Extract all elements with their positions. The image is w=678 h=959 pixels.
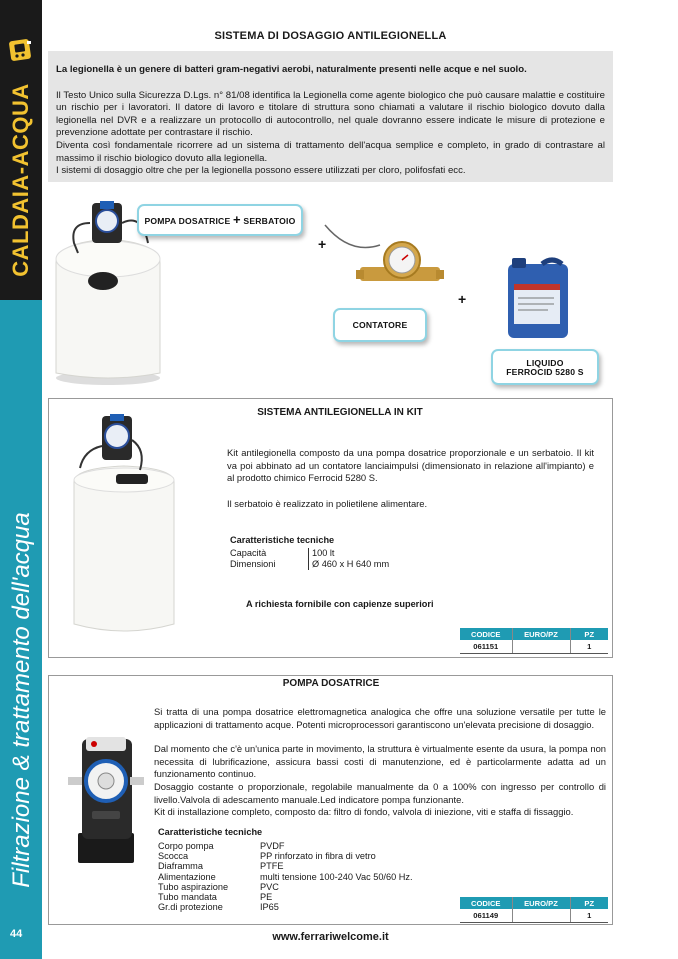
pump-price	[512, 909, 570, 922]
pump-desc-3: Dosaggio costante o proporzionale, regolabile manualmente da 0 a 100% con ingresso per controllo di livello.Valvola di adescamento manuale.Led indicatore pompa funzionante.	[154, 781, 606, 805]
pump-spec-value: PVC	[260, 881, 279, 892]
kit-spec-value: 100 lt	[308, 548, 334, 559]
kit-description: Kit antilegionella composto da una pompa dosatrice proporzionale e un serbatoio. Il kit va poi abbinato ad un contatore lanciaimpulsi (dimensionato in relazione all'impianto) e al prodotto chimico Ferrocid 5280 S.	[227, 447, 594, 483]
sidebar-section-label: Filtrazione & trattamento dell'acqua	[8, 512, 35, 888]
pump-spec-key: Tubo aspirazione	[158, 881, 229, 892]
kit-price	[512, 640, 570, 653]
pump-code: 061149	[460, 909, 512, 922]
intro-lead: La legionella è un genere di batteri gram-negativi aerobi, naturalmente presenti nelle acque e nel suolo.	[56, 64, 527, 75]
pump-spec-value: PVDF	[260, 841, 285, 851]
pump-spec-key: Scocca	[158, 851, 189, 862]
tag-meter	[333, 308, 427, 342]
pump-specs	[158, 841, 413, 912]
kit-spec-key: Dimensioni	[230, 559, 276, 569]
chemical-canister-image	[502, 254, 574, 340]
tag-liquid-line1: LIQUIDO	[526, 358, 564, 368]
pump-spec-row	[158, 902, 413, 912]
page-number: 44	[10, 928, 23, 940]
kit-qty: 1	[570, 640, 608, 653]
pump-spec-row	[158, 851, 413, 861]
intro-body-3: I sistemi di dosaggio oltre che per la legionella possono essere utilizzati per cloro, polifosfati ecc.	[56, 165, 466, 177]
pump-col-codice: CODICE	[460, 897, 512, 909]
pump-desc-2: Dal momento che c'è un'unica parte in movimento, la struttura è virtualmente esente da usura, la pompa non necessita di lubrificazione, assicura bassi costi di manutenzione, ed è particolarmente adatta ad un funzionamento continuo.	[154, 743, 606, 779]
tag-tank-label: SERBATOIO	[243, 216, 296, 226]
pump-spec-value: PP rinforzato in fibra di vetro	[260, 851, 376, 862]
pump-spec-row	[158, 882, 413, 892]
tag-liquid	[491, 349, 599, 385]
tag-pump-plus: +	[233, 212, 241, 227]
boiler-icon	[7, 36, 35, 64]
kit-specs-title: Caratteristiche tecniche	[230, 535, 335, 545]
tag-liquid-line2: FERROCID 5280 S	[506, 367, 584, 377]
intro-body-2: Diventa così fondamentale ricorrere ad un sistema di trattamento dell'acqua semplice e completo, in grado di contrastare al massimo il rischio biologico dovuto alla legionella.	[56, 139, 605, 164]
kit-col-euro: EURO/PZ	[512, 628, 570, 640]
pump-spec-row	[158, 892, 413, 902]
pump-desc-4: Kit di installazione completo, composto da: filtro di fondo, valvola di iniezione, viti e staffa di fissaggio.	[154, 806, 574, 817]
pump-spec-value: IP65	[260, 902, 279, 913]
pump-spec-value: PTFE	[260, 861, 284, 872]
pump-spec-value: PE	[260, 892, 273, 903]
kit-code: 061151	[460, 640, 512, 653]
plus-1: +	[318, 236, 327, 252]
pump-code-table	[460, 897, 608, 923]
pump-desc-1: Si tratta di una pompa dosatrice elettromagnetica analogica che offre una soluzione versatile per tutte le applicazioni di trattamento acque. Potenti microprocessori garantiscono un'elevata precisione di dosaggio.	[154, 706, 606, 730]
kit-title: SISTEMA ANTILEGIONELLA IN KIT	[257, 407, 423, 418]
pump-spec-key: Gr.di protezione	[158, 902, 223, 913]
kit-spec-row	[230, 548, 389, 559]
intro-body: Il Testo Unico sulla Sicurezza D.Lgs. n° 81/08 identifica la Legionella come agente biologico che può causare malattie e costituire un rischio per i lavoratori. Il datore di lavoro e titolare di struttura sono chiamati a valutare il rischio biologico dovuto dalla legionella nel DVR e a realizzare un protocollo di autocontrollo, nel quale dovranno essere indicate le misure di protezione e prevenzione adottate per contrastare il rischio.	[56, 89, 605, 139]
pump-spec-key: Tubo mandata	[158, 892, 217, 903]
kit-product-image	[66, 410, 184, 642]
pump-spec-row	[158, 872, 413, 882]
sidebar-category-label: CALDAIA-ACQUA	[8, 83, 33, 277]
intro-box	[48, 51, 613, 182]
water-meter-image	[320, 215, 445, 295]
pump-spec-key: Corpo pompa	[158, 841, 214, 851]
pump-product-image	[64, 733, 149, 867]
pump-qty: 1	[570, 909, 608, 922]
pump-spec-row	[158, 861, 413, 871]
kit-spec-key: Capacità	[230, 548, 267, 558]
table-row	[460, 640, 608, 653]
pump-spec-key: Diaframma	[158, 861, 203, 872]
pump-spec-key: Alimentazione	[158, 871, 216, 882]
kit-material: Il serbatoio è realizzato in polietilene alimentare.	[227, 498, 428, 509]
kit-spec-row	[230, 559, 389, 570]
plus-2: +	[458, 291, 467, 307]
page-title: SISTEMA DI DOSAGGIO ANTILEGIONELLA	[214, 30, 447, 42]
kit-code-table	[460, 628, 608, 654]
kit-spec-value: Ø 460 x H 640 mm	[308, 559, 389, 570]
kit-specs	[230, 548, 389, 570]
kit-note: A richiesta fornibile con capienze superiori	[246, 599, 434, 609]
table-row	[460, 909, 608, 922]
pump-col-euro: EURO/PZ	[512, 897, 570, 909]
pump-spec-value: multi tensione 100-240 Vac 50/60 Hz.	[260, 871, 413, 882]
footer-website-link[interactable]: www.ferrariwelcome.it	[272, 931, 389, 943]
pump-specs-title: Caratteristiche tecniche	[158, 827, 263, 837]
sidebar	[0, 0, 42, 959]
tag-pump-label: POMPA DOSATRICE	[144, 216, 231, 226]
pump-spec-row	[158, 841, 413, 851]
pump-col-pz: PZ	[570, 897, 608, 909]
tag-pump-tank	[137, 204, 303, 236]
pump-title: POMPA DOSATRICE	[282, 678, 380, 689]
kit-col-codice: CODICE	[460, 628, 512, 640]
kit-col-pz: PZ	[570, 628, 608, 640]
tag-meter-label: CONTATORE	[352, 320, 408, 330]
